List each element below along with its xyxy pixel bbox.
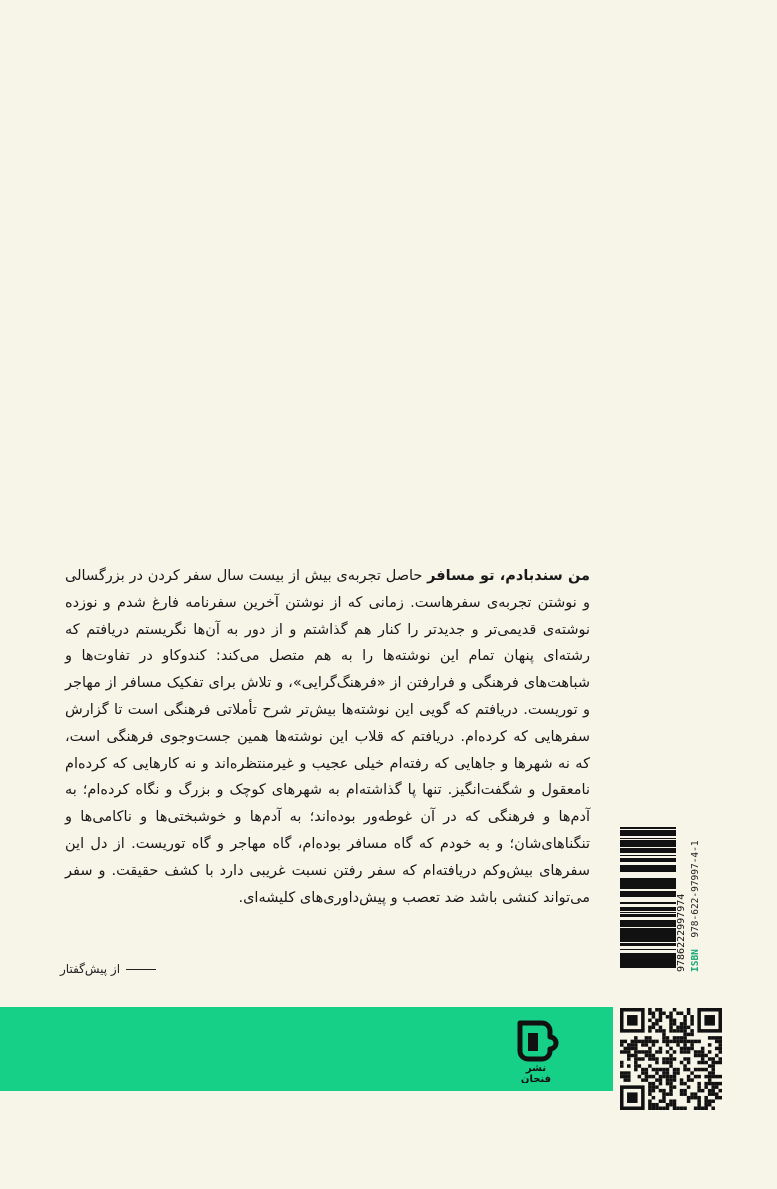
quote-source-text: از پیش‌گفتار bbox=[60, 962, 121, 976]
barcode-digits: 9786222997974 bbox=[676, 893, 687, 972]
blurb-title: من سندبادم، تو مسافر bbox=[427, 568, 591, 584]
barcode-icon bbox=[618, 822, 690, 972]
blurb-body: حاصل تجربه‌ی بیش از بیست سال سفر کردن در بزرگسالی و نوشتن تجربه‌ی سفرهاست. زمانی که از نوشتن آخرین سفرنامه فارغ شدم و نوزده نوشته‌ی قدیمی‌تر و جدیدتر را کنار هم گذاشتم و از دور به آن‌ها نگریستم دریافتم که رشته‌ای پنهان تمام این نوشته‌ها را به هم متصل می‌کند: کندوکاو در تفاوت‌ها و شباهت‌های فرهنگی و فرارفتن از «فرهنگ‌گرایی»، و تلاش برای تفکیک مسافر از مهاجر و توریست. دریافتم که گویی این نوشته‌ها بیش‌تر شرح تأملاتی فرهنگی است تا گزارش سفرهایی که کرده‌ام. دریافتم که قلاب این نوشته‌ها همین جست‌وجوی فرهنگی است، که نه شهرها و جاهایی که رفته‌ام خیلی عجیب و غیرمنتظره‌اند و نه کارهایی که کرده‌ام نامعقول و شگفت‌انگیز. تنها پا گذاشته‌ام به شهرهای کوچک و بزرگ و نگاه کرده‌ام؛ به آدم‌ها و فرهنگی که در آن غوطه‌ور بوده‌اند؛ به آدم‌ها و خوشبختی‌ها و ناکامی‌ها و تنگناهای‌شان؛ و به خودم که گاه مسافر بوده‌ام، گاه مهاجر و گاه توریست. از دل این سفرهای بیش‌وکم دریافته‌ام که سفر رفتن نسبت غریبی دارد با کشف حقیقت. و سفر می‌تواند کنشی باشد ضد تعصب و پیش‌داوری‌های کلیشه‌ای. bbox=[65, 568, 590, 906]
barcode bbox=[618, 822, 690, 972]
back-cover-blurb bbox=[65, 563, 590, 911]
isbn-label bbox=[690, 822, 708, 972]
quote-source bbox=[60, 962, 240, 976]
qr-code-icon bbox=[620, 1008, 722, 1110]
dash-divider bbox=[126, 969, 156, 970]
isbn-number: 978-622-97997-4-1 bbox=[690, 840, 701, 938]
cup-logo-icon bbox=[512, 1017, 560, 1083]
publisher-line2: فنجان bbox=[520, 1074, 552, 1083]
publisher-line1: نشر bbox=[525, 1063, 547, 1074]
isbn-prefix: ISBN bbox=[690, 949, 701, 972]
